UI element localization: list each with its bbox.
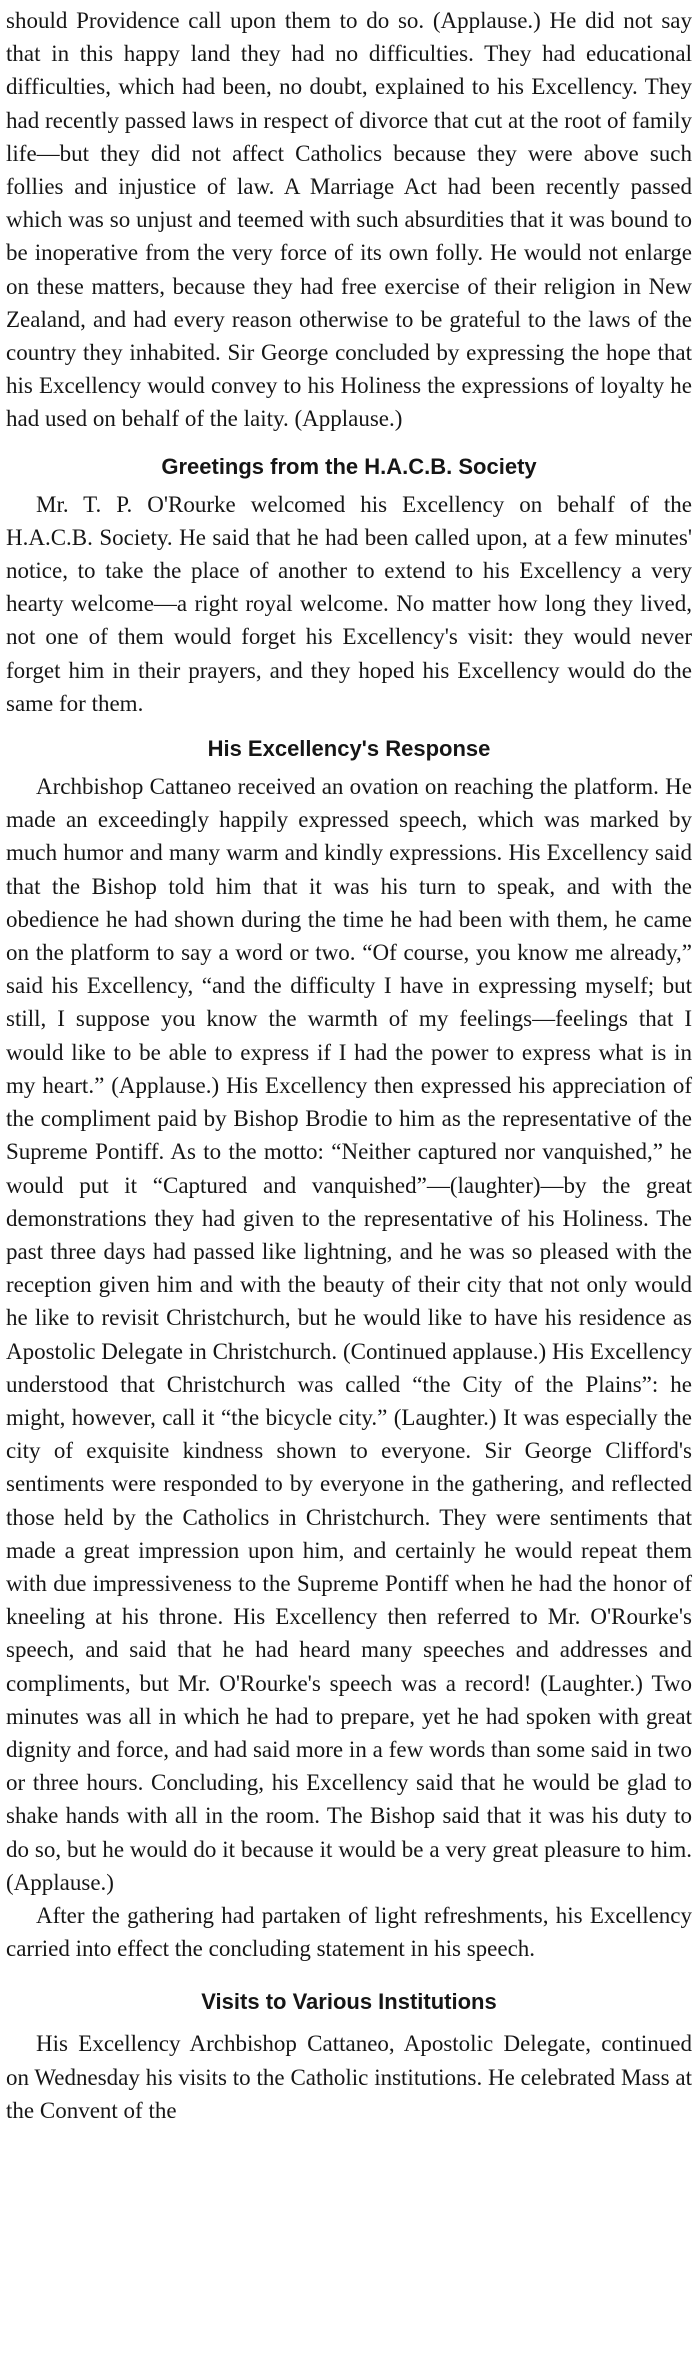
paragraph-refreshments: After the gathering had partaken of light refreshments, his Excellency carried into effect the concluding statement in his speech. [6, 1902, 692, 1962]
section-heading-hacb-greetings: Greetings from the H.A.C.B. Society [161, 453, 537, 479]
section-heading-excellency-response: His Excellency's Response [207, 736, 491, 762]
paragraph-cattaneo-speech: Archbishop Cattaneo received an ovation on reaching the platform. He made an exceedingly happily expressed speech, which was marked by much humor and many warm and kindly expressions. His Excellency said that the Bishop told him that it was his turn to speak, and with the obedience he had shown during the time he had been with them, he came on the platform to say a word or two. “Of course, you know me already,” said his Excellency, “and the difficulty I have in expressing myself; but still, I suppose you know the warmth of my feelings—feelings that I would like to be able to express if I had the power to express what is in my heart.” (Applause.) His Excellency then expressed his appreciation of the compliment paid by Bishop Brodie to him as the representative of the Supreme Pontiff. As to the motto: “Neither captured nor vanquished,” he would put it “Captured and vanquished”—(laughter)—by the great demonstrations they had given to the representative of his Holiness. The past three days had passed like lightning, and he was so pleased with the reception given him and with the beauty of their city that not only would he like to revisit Christchurch, but he would like to have his residence as Apostolic Delegate in Christchurch. (Continued applause.) His Excellency understood that Christchurch was called “the City of the Plains”: he might, however, call it “the bicycle city.” (Laughter.) It was especially the city of exquisite kindness shown to everyone. Sir George Clifford's sentiments were responded to by everyone in the gathering, and reflected those held by the Catholics in Christchurch. They were sentiments that made a great impression upon him, and certainly he would repeat them with due impressiveness to the Supreme Pontiff when he had the honor of kneeling at his throne. His Excellency then referred to Mr. O'Rourke's speech, and said that he had heard many speeches and addresses and compliments, but Mr. O'Rourke's speech was a record! (Laughter.) Two minutes was all in which he had to prepare, yet he had spoken with great dignity and force, and had said more in a few words than some said in two or three hours. Concluding, his Excellency said that he would be glad to shake hands with all in the room. The Bishop said that it was his duty to do so, but he would do it because it would be a very great pleasure to him. (Applause.) [6, 774, 692, 1895]
paragraph-orourke-welcome: Mr. T. P. O'Rourke welcomed his Excellency on behalf of the H.A.C.B. Society. He said that he had been called upon, at a few minutes' notice, to take the place of another to extend to his Excellency a very hearty welcome—a right royal welcome. No matter how long they lived, not one of them would forget his Excellency's visit: they would never forget him in their prayers, and they hoped his Excellency would do the same for them. [6, 491, 692, 716]
section-heading-institution-visits: Visits to Various Institutions [201, 1989, 497, 2015]
paragraph-institution-visits: His Excellency Archbishop Cattaneo, Apostolic Delegate, continued on Wednesday his visits to the Catholic institutions. He celebrated Mass at the Convent of the [6, 2031, 692, 2123]
paragraph-laity-address: should Providence call upon them to do so. (Applause.) He did not say that in this happy land they had no difficulties. They had educational difficulties, which had been, no doubt, explained to his Excellency. They had recently passed laws in respect of divorce that cut at the root of family life—but they did not affect Catholics because they were above such follies and injustice of law. A Marriage Act had been recently passed which was so unjust and teemed with such absurdities that it was bound to be inoperative from the very force of its own folly. He would not enlarge on these matters, because they had free exercise of their religion in New Zealand, and had every reason otherwise to be grateful to the laws of the country they inhabited. Sir George concluded by expressing the hope that his Excellency would convey to his Holiness the expressions of loyalty he had used on behalf of the laity. (Applause.) [6, 8, 692, 432]
